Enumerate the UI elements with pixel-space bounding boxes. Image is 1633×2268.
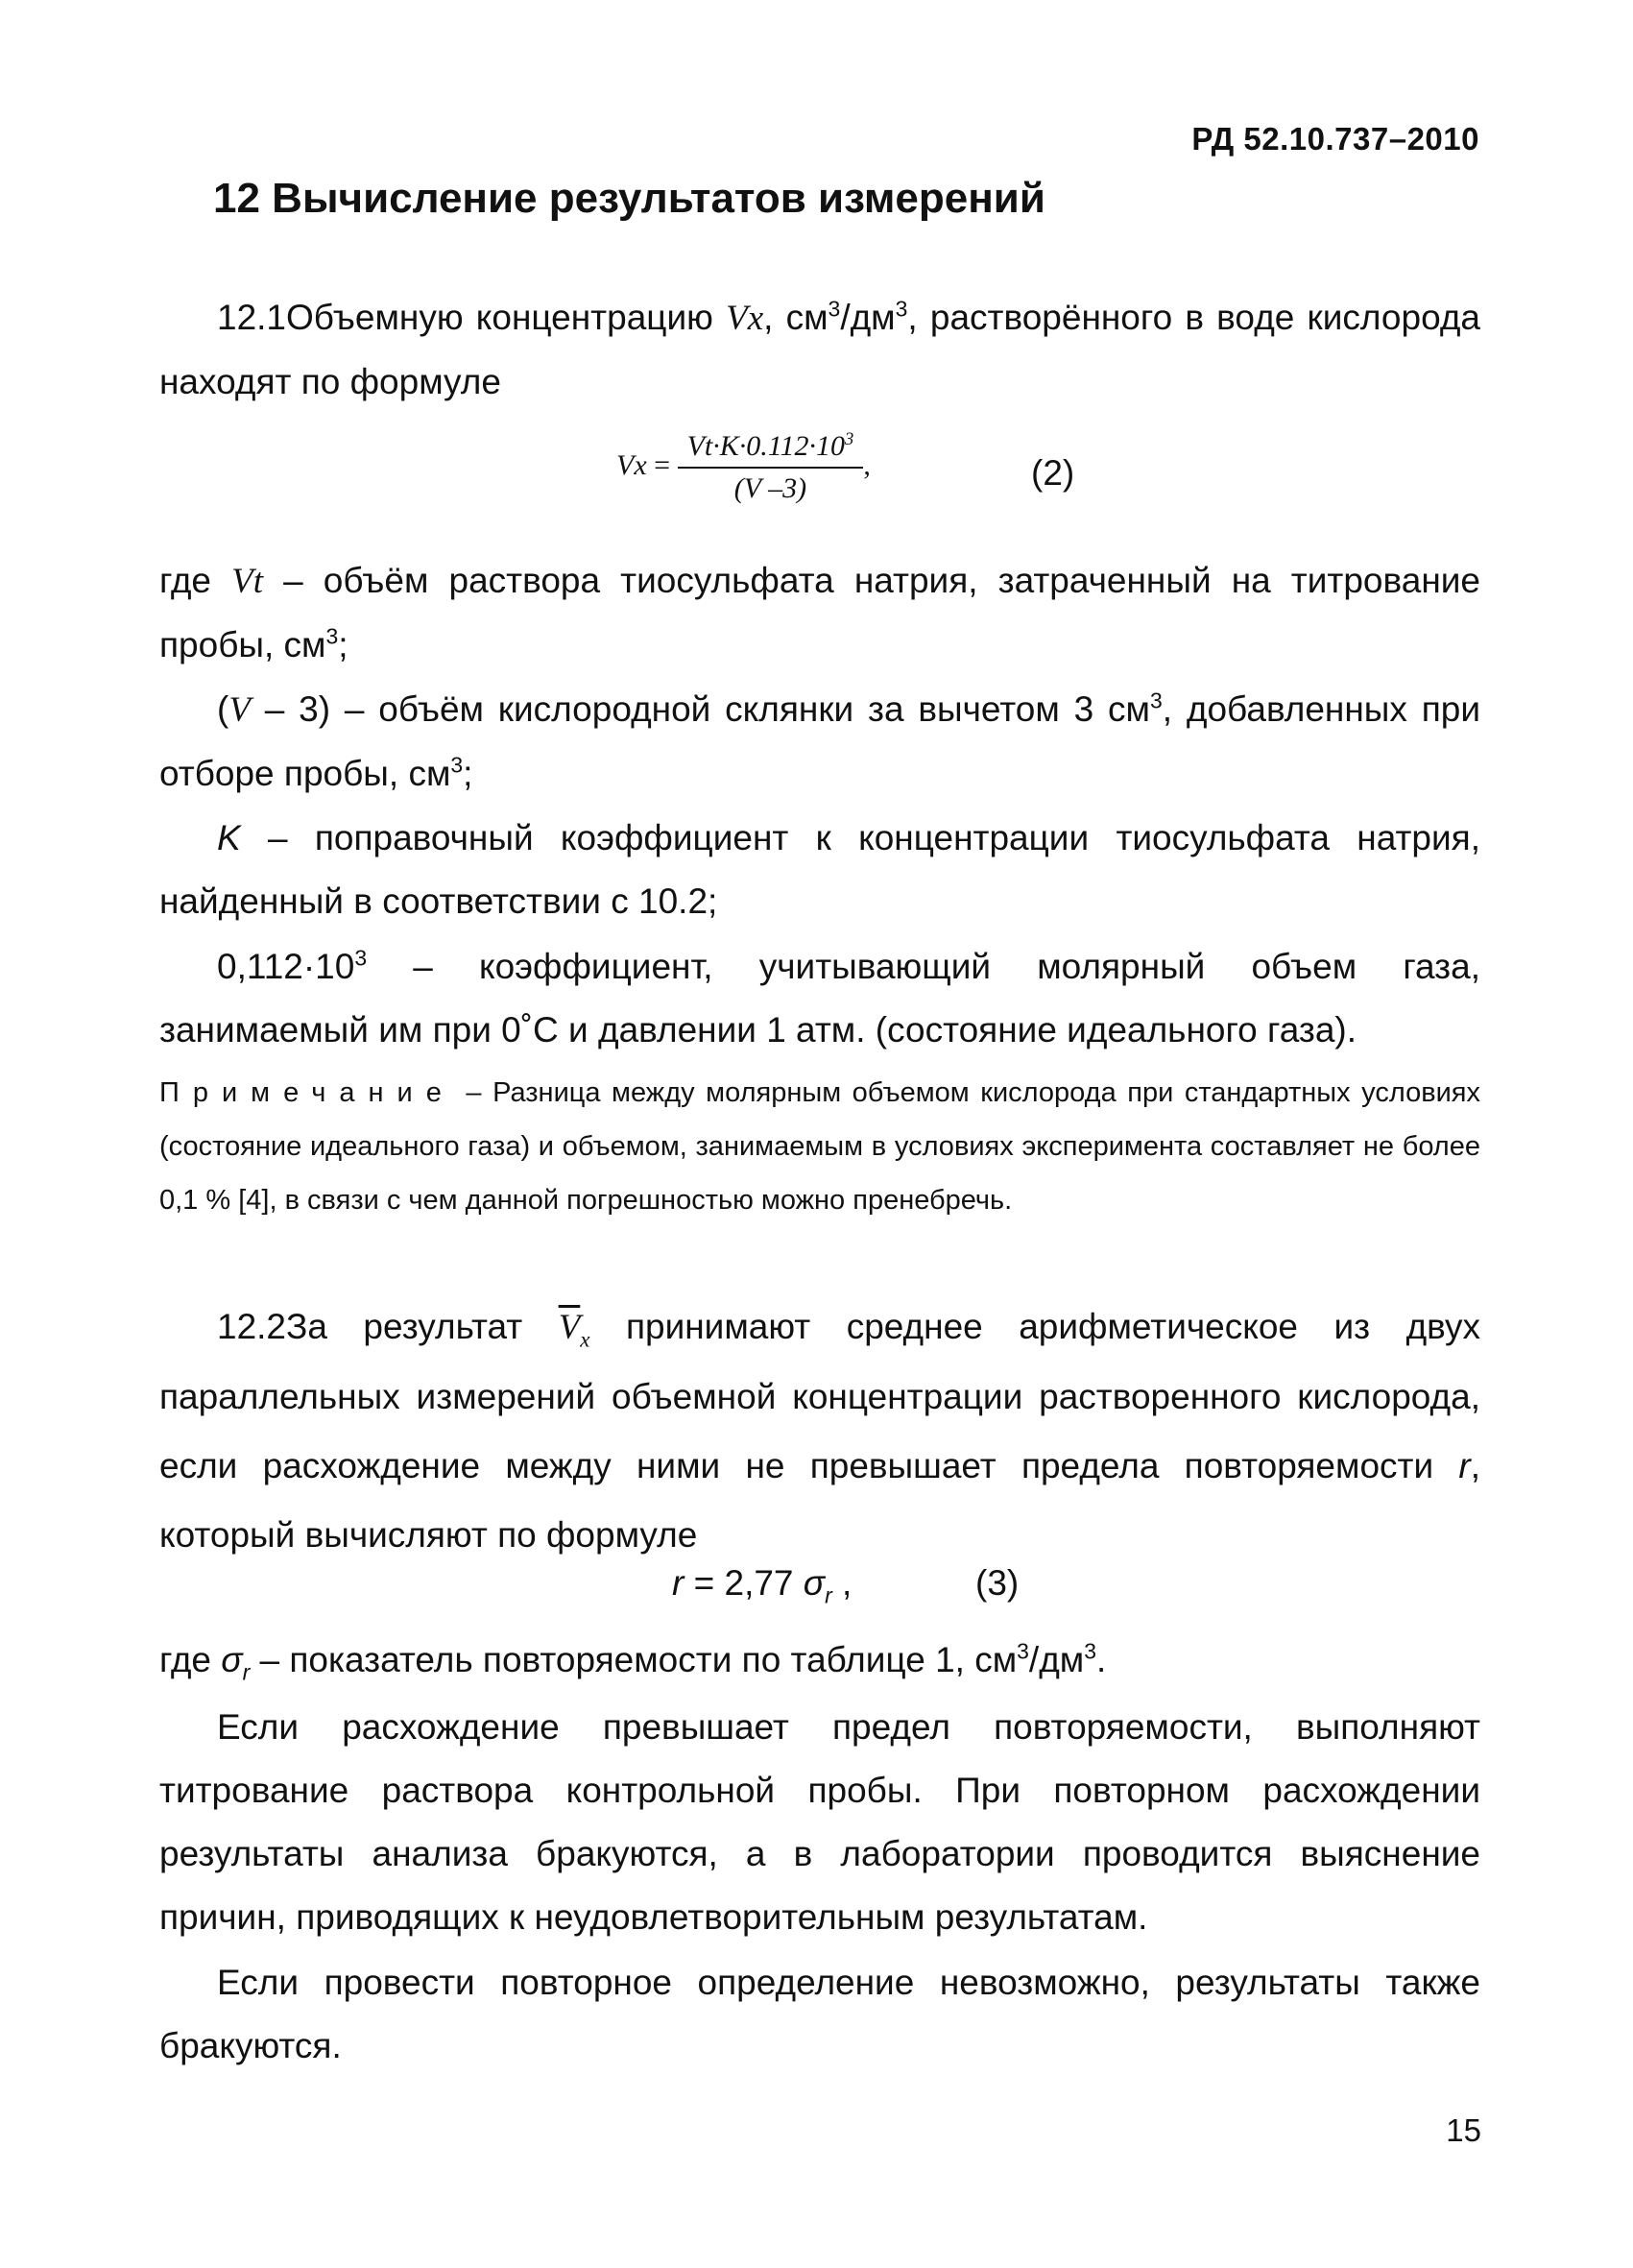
document-code: РД 52.10.737–2010 xyxy=(1191,121,1479,157)
paragraph-12-1: 12.1Объемную концентрацию Vx, $см^3/дм^3$, растворённого в воде кислорода находят по формуле xyxy=(159,296,1480,401)
equation-number-2: (2) xyxy=(1031,453,1075,493)
note xyxy=(159,1066,1480,1227)
page-number: 15 xyxy=(1446,2112,1481,2148)
variable-vx: Vx xyxy=(726,299,764,338)
paragraph-12-2: 12.2За результат $\overline{V}_x$ принимают среднее арифметическое из двух параллельных измерений объемной концентрации растворенного кислорода, если расхождение между ними не превышает предела повторяемости r, который вычисляют по формуле xyxy=(159,1307,1480,1555)
definition-coefficient: $0,112\cdot 10^3$ – коэффициент, учитывающий молярный объем газа, занимаемый им при 0˚С и давлении 1 атм. (состояние идеального газа). xyxy=(159,945,1480,1050)
equation-number-3: (3) xyxy=(975,1563,1020,1603)
clause-number: 12.2 xyxy=(217,1307,287,1346)
formula-2: Vx = $\frac{Vt\cdot K\cdot 0.112\cdot 10^3}{(V -3)}$ , xyxy=(616,429,871,504)
formula-2-fraction: $\frac{Vt\cdot K\cdot 0.112\cdot 10^3}{(V -3)}$ xyxy=(678,430,864,505)
formula-3: r = 2,77 $\sigma_r$ , xyxy=(672,1563,853,1608)
paragraph-reject: Если провести повторное определение невозможно, результаты также бракуются. xyxy=(159,1963,1480,2065)
clause-number: 12.1 xyxy=(217,298,287,337)
definition-sigma-r: где $\sigma_r$ – показатель повторяемости по таблице 1, $см^3/дм^3$. xyxy=(159,1638,1107,1685)
paragraph-repeat-titration: Если расхождение превышает предел повторяемости, выполняют титрование раствора контрольной пробы. При повторном расхождении результаты анализа бракуются, а в лаборатории проводится выяснение причин, приводящих к неудовлетворительным результатам. xyxy=(159,1707,1480,1937)
definition-k: K – поправочный коэффициент к концентрации тиосульфата натрия, найденный в соответствии с 10.2; xyxy=(159,818,1480,921)
definition-vt: где Vt – объём раствора тиосульфата натрия, затраченный на титрование пробы, $см^3$; xyxy=(159,561,1481,664)
note-label: Примечание xyxy=(159,1077,455,1108)
definition-v-minus-3: (V – 3) – объём кислородной склянки за вычетом 3 $см^3$, добавленных при отборе пробы, $см^3$; xyxy=(159,688,1480,793)
note-text: – Разница между молярным объемом кислорода при стандартных условиях (состояние идеального газа) и объемом, занимаемым в условиях эксперимента составляет не более 0,1 % [4], в связи с чем данной погрешностью можно пренебречь. xyxy=(159,1077,1480,1216)
section-title: 12 Вычисление результатов измерений xyxy=(213,175,1045,222)
